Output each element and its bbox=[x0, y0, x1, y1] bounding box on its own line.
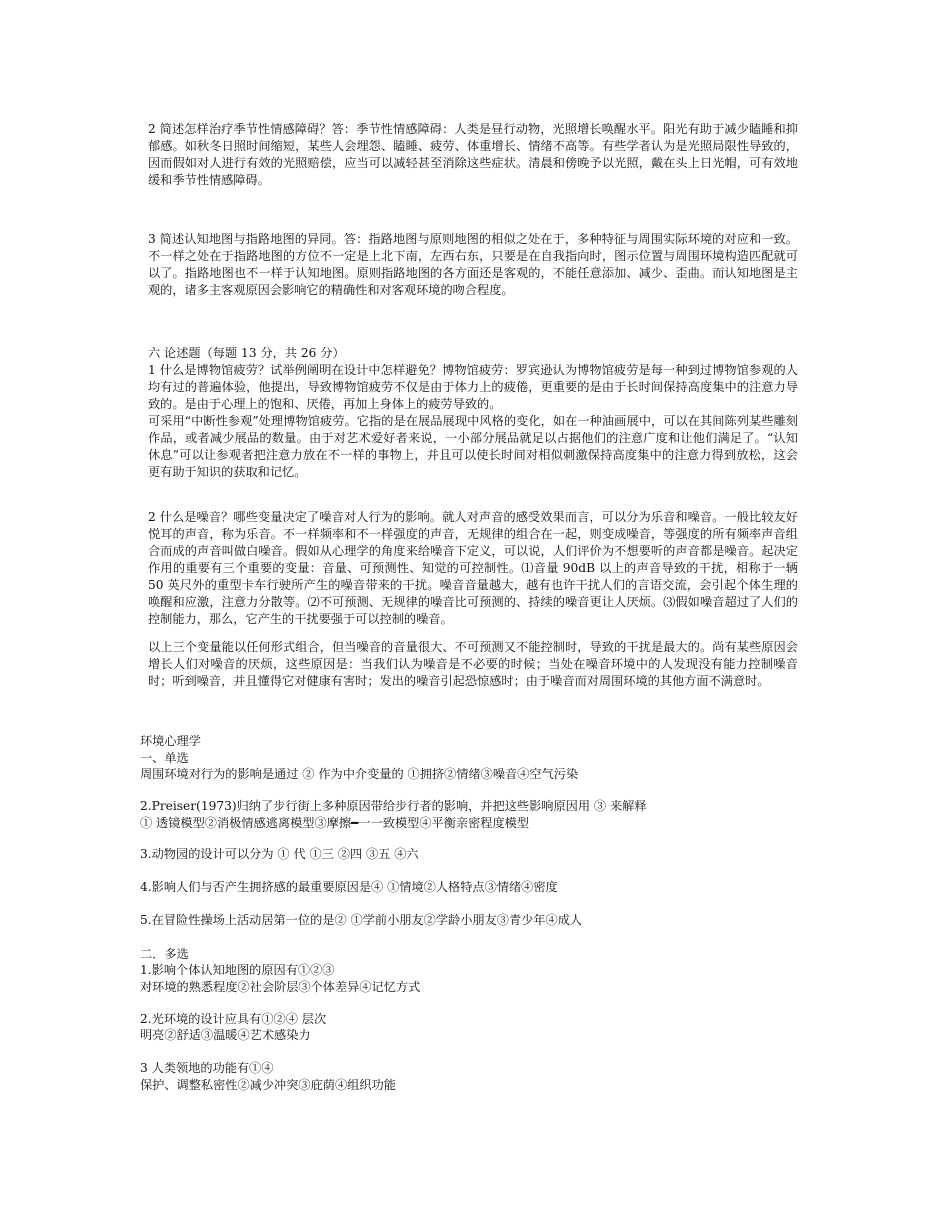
single-choice-q3: 3.动物园的设计可以分为 ① 代 ①三 ②四 ③五 ④六 bbox=[140, 847, 419, 861]
essay-q1-paragraph-1: 1 什么是博物馆疲劳？试举例阐明在设计中怎样避免？博物馆疲劳：罗宾逊认为博物馆疲劳是每一种到过博物馆参观的人均有过的普遍体验，他提出，导致博物馆疲劳不仅是由于体力上的疲倦，更重要的是由于长时间保持高度集中的注意力导致的。是由于心理上的饱和、厌倦，再加上身体上的疲劳导致的。 bbox=[148, 363, 798, 411]
single-choice-q4: 4.影响人们与否产生拥挤感的最重要原因是④ ①情境②人格特点③情绪④密度 bbox=[140, 880, 558, 894]
multi-choice-q2: 2.光环境的设计应具有①②④ 层次 bbox=[140, 1012, 327, 1026]
multi-choice-q2-options: 明亮②舒适③温暖④艺术感染力 bbox=[140, 1028, 311, 1042]
essay-q1-paragraph-2: 可采用“中断性参观”处理博物馆疲劳。它指的是在展品展现中风格的变化，如在一种油画展中，可以在其间陈列某些雕刻作品，或者减少展品的数量。由于对艺术爱好者来说，一小部分展品就足以占据他们的注意广度和让他们满足了。“认知休息”可以让参观者把注意力放在不一样的事物上，并且可以使长时间对相似刺激保持高度集中的注意力得到放松，这会更有助于知识的获取和记忆。 bbox=[148, 414, 798, 479]
single-choice-q5: 5.在冒险性操场上活动居第一位的是② ①学前小朋友②学龄小朋友③青少年④成人 bbox=[140, 913, 583, 927]
essay-heading: 六 论述题（每题 13 分，共 26 分） bbox=[148, 346, 345, 360]
essay-q2-paragraph-2: 以上三个变量能以任何形式组合，但当噪音的音量很大、不可预测又不能控制时，导致的干扰是最大的。尚有某些原因会增长人们对噪音的厌烦，这些原因是：当我们认为噪音是不必要的时候；当处在噪音环境中的人发现没有能力控制噪音时；听到噪音，并且懂得它对健康有害时；发出的噪音引起恐惊感时；由于噪音而对周围环境的其他方面不满意时。 bbox=[148, 640, 798, 688]
multi-choice-q1-options: 对环境的熟悉程度②社会阶层③个体差异④记忆方式 bbox=[140, 980, 421, 994]
multi-choice-q3: 3 人类领地的功能有①④ bbox=[140, 1061, 274, 1075]
quiz-title: 环境心理学 bbox=[140, 734, 201, 748]
single-choice-q2-options: ① 透镜模型②消极情感逃离模型③摩擦━一一致模型④平衡亲密程度模型 bbox=[140, 816, 530, 830]
single-choice-q2: 2.Preiser(1973)归纳了步行街上多种原因带给步行者的影响，并把这些影响原因用 ③ 来解释 bbox=[140, 799, 647, 813]
short-answer-q2: 2 简述怎样治疗季节性情感障碍？答：季节性情感障碍：人类是昼行动物，光照增长唤醒水平。阳光有助于减少瞌睡和抑郁感。如秋冬日照时间缩短，某些人会埋怨、瞌睡、疲劳、体重增长、情绪不高等。有些学者认为是光照局限性导致的，因而假如对人进行有效的光照赔偿，应当可以减轻甚至消除这些症状。清晨和傍晚予以光照，戴在头上日光帽，可有效地缓和季节性情感障碍。 bbox=[148, 122, 798, 187]
multi-choice-heading: 二．多选 bbox=[140, 947, 189, 961]
short-answer-q3: 3 简述认知地图与指路地图的异同。答：指路地图与原则地图的相似之处在于，多种特征与周围实际环境的对应和一致。不一样之处在于指路地图的方位不一定是上北下南，左西右东，只要是在自我指向时，图示位置与周围环境构造匹配就可以了。指路地图也不一样于认知地图。原则指路地图的各方面还是客观的，不能任意添加、减少、歪曲。而认知地图是主观的，诸多主客观原因会影响它的精确性和对客观环境的吻合程度。 bbox=[148, 232, 798, 297]
single-choice-heading: 一、单选 bbox=[140, 751, 189, 765]
single-choice-q1: 周围环境对行为的影响是通过 ② 作为中介变量的 ①拥挤②情绪③噪音④空气污染 bbox=[140, 767, 579, 781]
multi-choice-q3-options: 保护、调整私密性②减少冲突③庇荫④组织功能 bbox=[140, 1078, 396, 1092]
essay-q2-paragraph-1: 2 什么是噪音？哪些变量决定了噪音对人行为的影响。就人对声音的感受效果而言，可以分为乐音和噪音。一般比较友好悦耳的声音，称为乐音。不一样频率和不一样强度的声音，无规律的组合在一起，则变成噪音，等强度的所有频率声音组合而成的声音叫做白噪音。假如从心理学的角度来给噪音下定义，可以说，人们评价为不想要听的声音都是噪音。起决定作用的重要有三个重要的变量：音量、可预测性、知觉的可控制性。⑴音量 90dB 以上的声音导致的干扰，相称于一辆 50 英尺外的重型卡车行驶所产生的噪音带来的干扰。噪音音量越大，越有也许干扰人们的言语交流，会引起个体生理的唤醒和应激，注意力分散等。⑵不可预测、无规律的噪音比可预测的、持续的噪音更让人厌烦。⑶假如噪音超过了人们的控制能力，那么，它产生的干扰要强于可以控制的噪音。 bbox=[148, 510, 798, 626]
multi-choice-q1: 1.影响个体认知地图的原因有①②③ bbox=[140, 963, 335, 977]
